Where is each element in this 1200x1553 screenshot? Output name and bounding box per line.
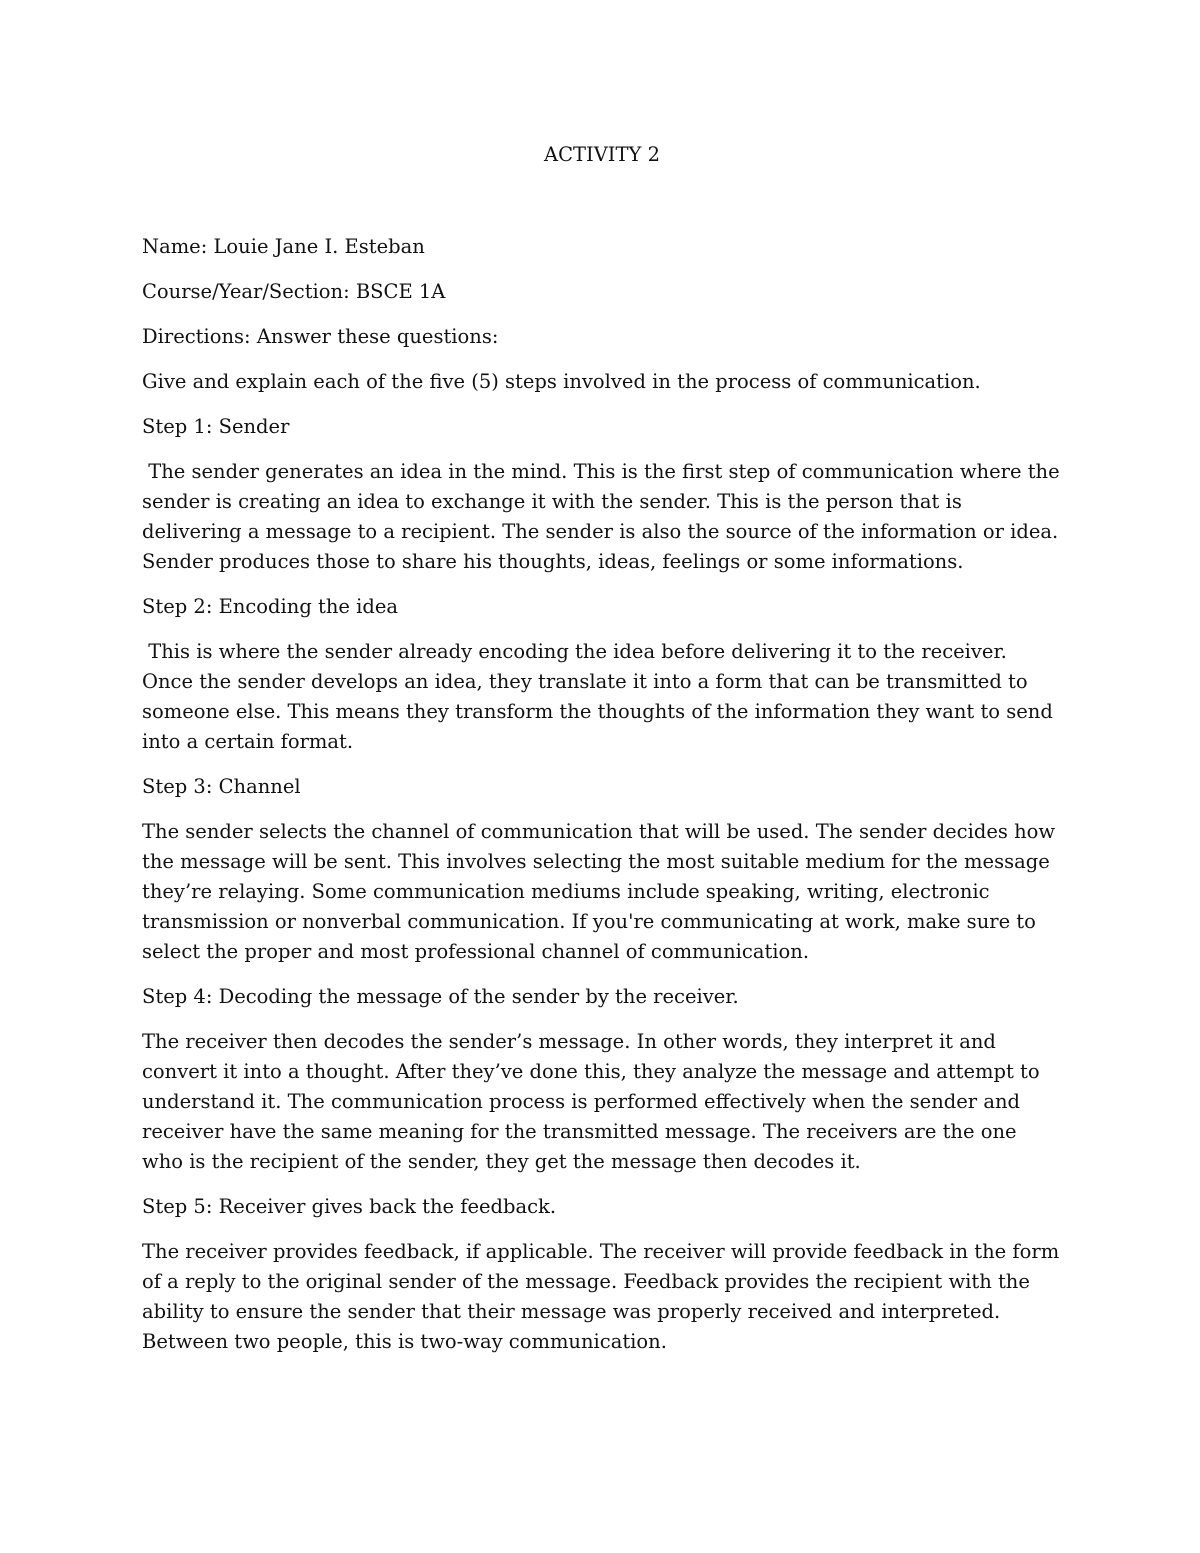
step-1-text: The sender generates an idea in the mind. This is the first step of communication where the sender is creating an idea to exchange it with the sender. This is the person that is delivering a message to a recipient. The sender is also the source of the information or idea. Sender produces those to share his thoughts, ideas, feelings or some informations.	[142, 460, 1066, 573]
step-5-text: The receiver provides feedback, if applicable. The receiver will provide feedback in the form of a reply to the original sender of the message. Feedback provides the recipient with the ability to ensure the sender that their message was properly received and interpreted. Between two people, this is two-way communication.	[142, 1240, 1060, 1353]
document-body	[142, 140, 1066, 1372]
document-title: ACTIVITY 2	[544, 143, 660, 166]
step-4-text: The receiver then decodes the sender’s message. In other words, they interpret it and convert it into a thought. After they’ve done this, they analyze the message and attempt to understand it. The communication process is performed effectively when the sender and receiver have the same meaning for the transmitted message. The receivers are the one who is the recipient of the sender, they get the message then decodes it.	[142, 1030, 1040, 1173]
course-year-section: Course/Year/Section: BSCE 1A	[142, 280, 446, 303]
step-3-heading: Step 3: Channel	[142, 775, 301, 798]
step-2-heading: Step 2: Encoding the idea	[142, 595, 399, 618]
step-5-heading: Step 5: Receiver gives back the feedback.	[142, 1195, 557, 1218]
step-3-text: The sender selects the channel of communication that will be used. The sender decides how the message will be sent. This involves selecting the most suitable medium for the message they’re relaying. Some communication mediums include speaking, writing, electronic transmission or nonverbal communication. If you're communicating at work, make sure to select the proper and most professional channel of communication.	[142, 820, 1056, 963]
directions: Directions: Answer these questions:	[142, 325, 499, 348]
student-name: Name: Louie Jane I. Esteban	[142, 235, 425, 258]
step-2-text: This is where the sender already encoding the idea before delivering it to the receiver. Once the sender develops an idea, they translate it into a form that can be transmitted to someone else. This means they transform the thoughts of the information they want to send into a certain format.	[142, 640, 1060, 753]
step-1-heading: Step 1: Sender	[142, 415, 290, 438]
step-4-heading: Step 4: Decoding the message of the sender by the receiver.	[142, 985, 739, 1008]
question: Give and explain each of the five (5) steps involved in the process of communication.	[142, 370, 981, 393]
